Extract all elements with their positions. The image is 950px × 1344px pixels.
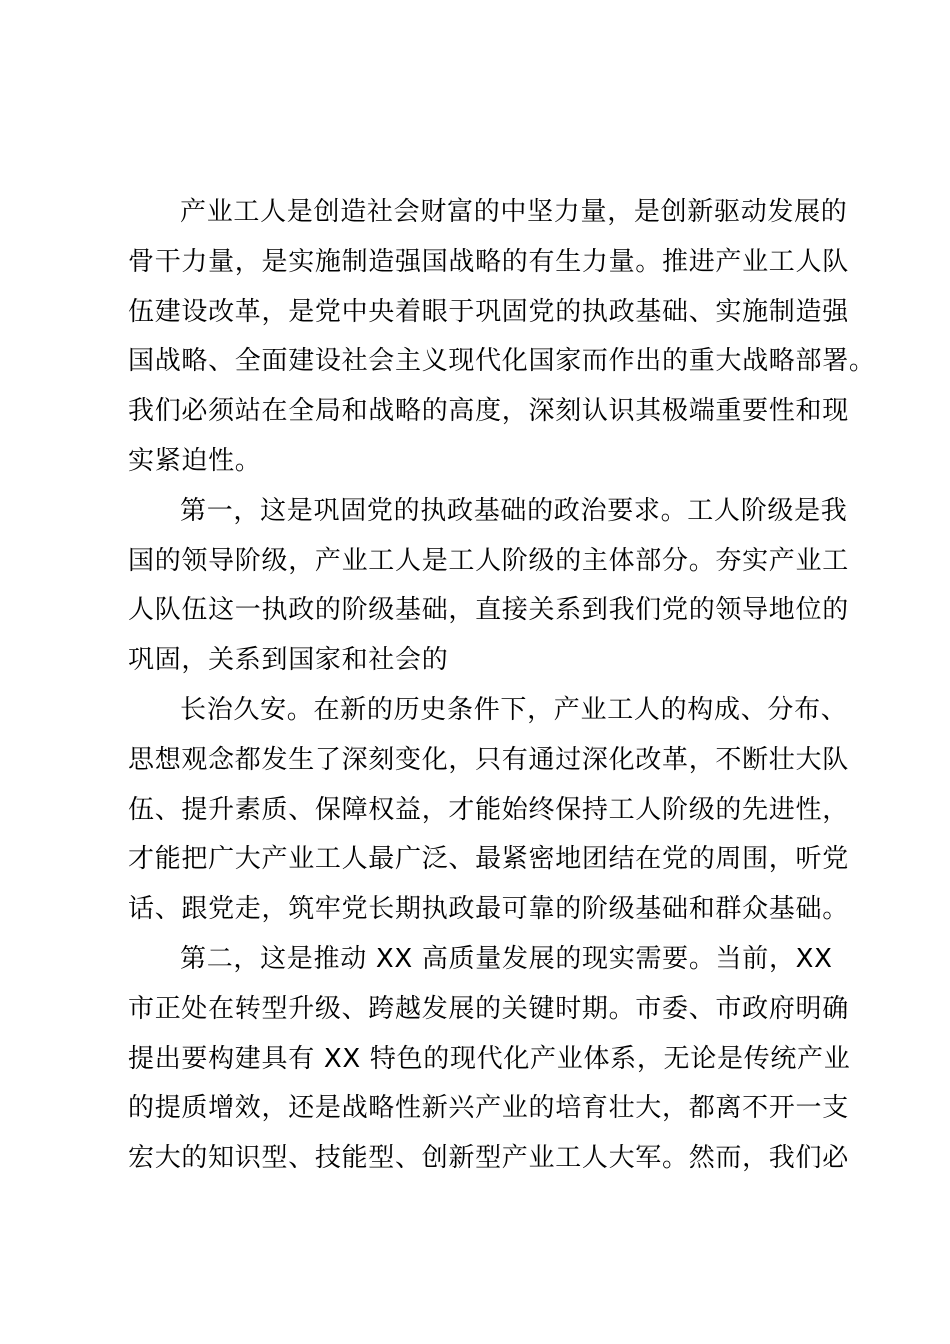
paragraph-1 [128, 188, 876, 487]
text-line: 国的领导阶级，产业工人是工人阶级的主体部分。夯实产业工 [128, 545, 849, 576]
text-line: 长治久安。在新的历史条件下，产业工人的构成、分布、 [180, 694, 848, 725]
paragraph-4 [128, 935, 851, 1184]
text-line: 国战略、全面建设社会主义现代化国家而作出的重大战略部署。 [128, 346, 876, 377]
text-line: 提出要构建具有 XX 特色的现代化产业体系，无论是传统产业 [128, 1043, 851, 1074]
text-line: 伍建设改革，是党中央着眼于巩固党的执政基础、实施制造强 [128, 296, 849, 327]
text-line: 实紧迫性。 [128, 445, 262, 476]
text-line: 伍、提升素质、保障权益，才能始终保持工人阶级的先进性， [128, 794, 849, 825]
text-line: 宏大的知识型、技能型、创新型产业工人大军。然而，我们必 [128, 1143, 849, 1174]
paragraph-2 [128, 487, 848, 686]
text-line: 市正处在转型升级、跨越发展的关键时期。市委、市政府明确 [128, 993, 849, 1024]
document-body [128, 188, 876, 1184]
text-line: 才能把广大产业工人最广泛、最紧密地团结在党的周围，听党 [128, 844, 849, 875]
paragraph-3 [128, 686, 848, 935]
text-line: 我们必须站在全局和战略的高度，深刻认识其极端重要性和现 [128, 396, 849, 427]
text-line: 人队伍这一执政的阶级基础，直接关系到我们党的领导地位的 [128, 595, 849, 626]
text-line: 第一，这是巩固党的执政基础的政治要求。工人阶级是我 [180, 495, 848, 526]
text-line: 第二，这是推动 XX 高质量发展的现实需要。当前，XX [180, 943, 833, 974]
text-line: 话、跟党走，筑牢党长期执政最可靠的阶级基础和群众基础。 [128, 894, 849, 925]
text-line: 巩固，关系到国家和社会的 [128, 645, 449, 676]
text-line: 骨干力量，是实施制造强国战略的有生力量。推进产业工人队 [128, 246, 849, 277]
text-line: 思想观念都发生了深刻变化，只有通过深化改革，不断壮大队 [128, 744, 849, 775]
text-line: 的提质增效，还是战略性新兴产业的培育壮大，都离不开一支 [128, 1093, 849, 1124]
text-line: 产业工人是创造社会财富的中坚力量，是创新驱动发展的 [180, 197, 848, 227]
